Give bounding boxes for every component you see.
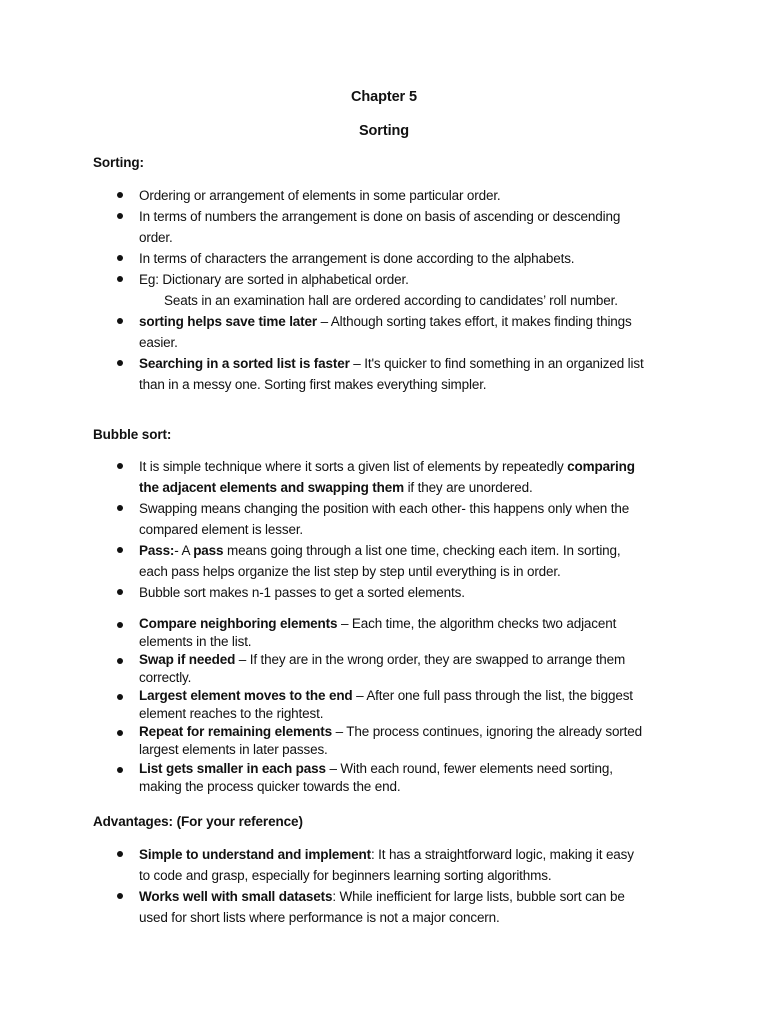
bold-text: Largest element moves to the end bbox=[139, 688, 353, 703]
list-item-line bbox=[139, 760, 679, 778]
text-run: – It's quicker to find something in an organized list bbox=[349, 356, 644, 371]
list-item-line bbox=[139, 865, 679, 886]
list-item-line bbox=[139, 687, 679, 705]
list-item bbox=[139, 269, 679, 311]
bold-text: Pass: bbox=[139, 543, 175, 558]
list-item bbox=[139, 760, 679, 796]
list-item bbox=[139, 723, 679, 759]
text-run: if they are unordered. bbox=[403, 480, 533, 495]
bold-text: Repeat for remaining elements bbox=[139, 724, 332, 739]
list-item-line bbox=[139, 561, 679, 582]
text-run: – After one full pass through the list, the biggest bbox=[352, 688, 633, 703]
list-item bbox=[139, 615, 679, 651]
bold-text: Swap if needed bbox=[139, 652, 236, 667]
list-item-line bbox=[139, 269, 679, 290]
bold-text: List gets smaller in each pass bbox=[139, 761, 326, 776]
bold-text: Works well with small datasets bbox=[139, 889, 333, 904]
bold-text: the adjacent elements and swapping them bbox=[139, 480, 404, 495]
list-item bbox=[139, 456, 679, 498]
sorting-heading: Sorting: bbox=[93, 155, 144, 170]
text-run: Ordering or arrangement of elements in some particular order. bbox=[139, 188, 501, 203]
list-item-line bbox=[139, 248, 679, 269]
list-item bbox=[139, 206, 679, 248]
text-run: Swapping means changing the position with each other- this happens only when the bbox=[139, 501, 630, 516]
text-run: – If they are in the wrong order, they are swapped to arrange them bbox=[235, 652, 626, 667]
text-run: – Each time, the algorithm checks two adjacent bbox=[337, 616, 617, 631]
bold-text: pass bbox=[193, 543, 224, 558]
list-item-line bbox=[139, 741, 679, 759]
list-item-line bbox=[139, 615, 679, 633]
list-item bbox=[139, 582, 679, 603]
page-title: Sorting bbox=[358, 123, 410, 139]
list-item-line bbox=[139, 206, 679, 227]
list-item-line bbox=[139, 353, 679, 374]
text-run: order. bbox=[139, 230, 173, 245]
list-item-line bbox=[139, 651, 679, 669]
list-item-line bbox=[139, 519, 679, 540]
list-item bbox=[139, 185, 679, 206]
bold-text: comparing bbox=[567, 459, 635, 474]
bubble-sort-heading: Bubble sort: bbox=[93, 427, 172, 442]
list-item-line bbox=[139, 540, 679, 561]
list-item bbox=[139, 886, 679, 928]
list-item-line bbox=[139, 778, 679, 796]
list-item-line bbox=[139, 723, 679, 741]
list-item bbox=[139, 540, 679, 582]
bold-text: Compare neighboring elements bbox=[139, 616, 338, 631]
bold-text: Simple to understand and implement bbox=[139, 847, 371, 862]
text-run: element reaches to the rightest. bbox=[139, 706, 324, 721]
list-item-line bbox=[139, 374, 679, 395]
text-run: elements in the list. bbox=[139, 634, 252, 649]
text-run: In terms of characters the arrangement is done according to the alphabets. bbox=[139, 251, 575, 266]
list-item-line bbox=[139, 633, 679, 651]
text-run: In terms of numbers the arrangement is done on basis of ascending or descending bbox=[139, 209, 621, 224]
text-run: – With each round, fewer elements need sorting, bbox=[325, 761, 613, 776]
list-item-line bbox=[139, 290, 679, 311]
list-item-line bbox=[139, 332, 679, 353]
list-item-line bbox=[139, 456, 679, 477]
text-run: - A bbox=[174, 543, 194, 558]
text-run: compared element is lesser. bbox=[139, 522, 304, 537]
list-item bbox=[139, 498, 679, 540]
text-run: than in a messy one. Sorting first makes everything simpler. bbox=[139, 377, 487, 392]
list-item-line bbox=[139, 185, 679, 206]
text-run: to code and grasp, especially for beginners learning sorting algorithms. bbox=[139, 868, 552, 883]
list-item-line bbox=[139, 705, 679, 723]
list-item-line bbox=[139, 844, 679, 865]
text-run: – The process continues, ignoring the already sorted bbox=[331, 724, 642, 739]
bold-text: Searching in a sorted list is faster bbox=[139, 356, 350, 371]
list-item-line bbox=[139, 669, 679, 687]
text-run: Seats in an examination hall are ordered according to candidates’ roll number. bbox=[164, 293, 618, 308]
text-run: : It has a straightforward logic, making it easy bbox=[370, 847, 634, 862]
bold-text: sorting helps save time later bbox=[139, 314, 317, 329]
text-run: correctly. bbox=[139, 670, 192, 685]
text-run: largest elements in later passes. bbox=[139, 742, 328, 757]
chapter-label: Chapter 5 bbox=[351, 89, 417, 105]
text-run: Eg: Dictionary are sorted in alphabetical order. bbox=[139, 272, 409, 287]
text-run: – Although sorting takes effort, it makes finding things bbox=[316, 314, 632, 329]
text-run: Bubble sort makes n-1 passes to get a sorted elements. bbox=[139, 585, 465, 600]
text-run: easier. bbox=[139, 335, 178, 350]
text-run: making the process quicker towards the end. bbox=[139, 779, 401, 794]
list-item bbox=[139, 353, 679, 395]
text-run: It is simple technique where it sorts a given list of elements by repeatedly bbox=[139, 459, 568, 474]
list-item bbox=[139, 651, 679, 687]
list-item-line bbox=[139, 582, 679, 603]
list-item bbox=[139, 844, 679, 886]
list-item-line bbox=[139, 311, 679, 332]
list-item-line bbox=[139, 227, 679, 248]
text-run: each pass helps organize the list step by step until everything is in order. bbox=[139, 564, 561, 579]
list-item-line bbox=[139, 886, 679, 907]
list-item bbox=[139, 311, 679, 353]
text-run: : While inefficient for large lists, bubble sort can be bbox=[332, 889, 625, 904]
list-item bbox=[139, 687, 679, 723]
text-run: means going through a list one time, checking each item. In sorting, bbox=[223, 543, 621, 558]
list-item bbox=[139, 248, 679, 269]
text-run: used for short lists where performance is not a major concern. bbox=[139, 910, 500, 925]
advantages-heading: Advantages: (For your reference) bbox=[93, 814, 303, 829]
list-item-line bbox=[139, 498, 679, 519]
list-item-line bbox=[139, 907, 679, 928]
list-item-line bbox=[139, 477, 679, 498]
